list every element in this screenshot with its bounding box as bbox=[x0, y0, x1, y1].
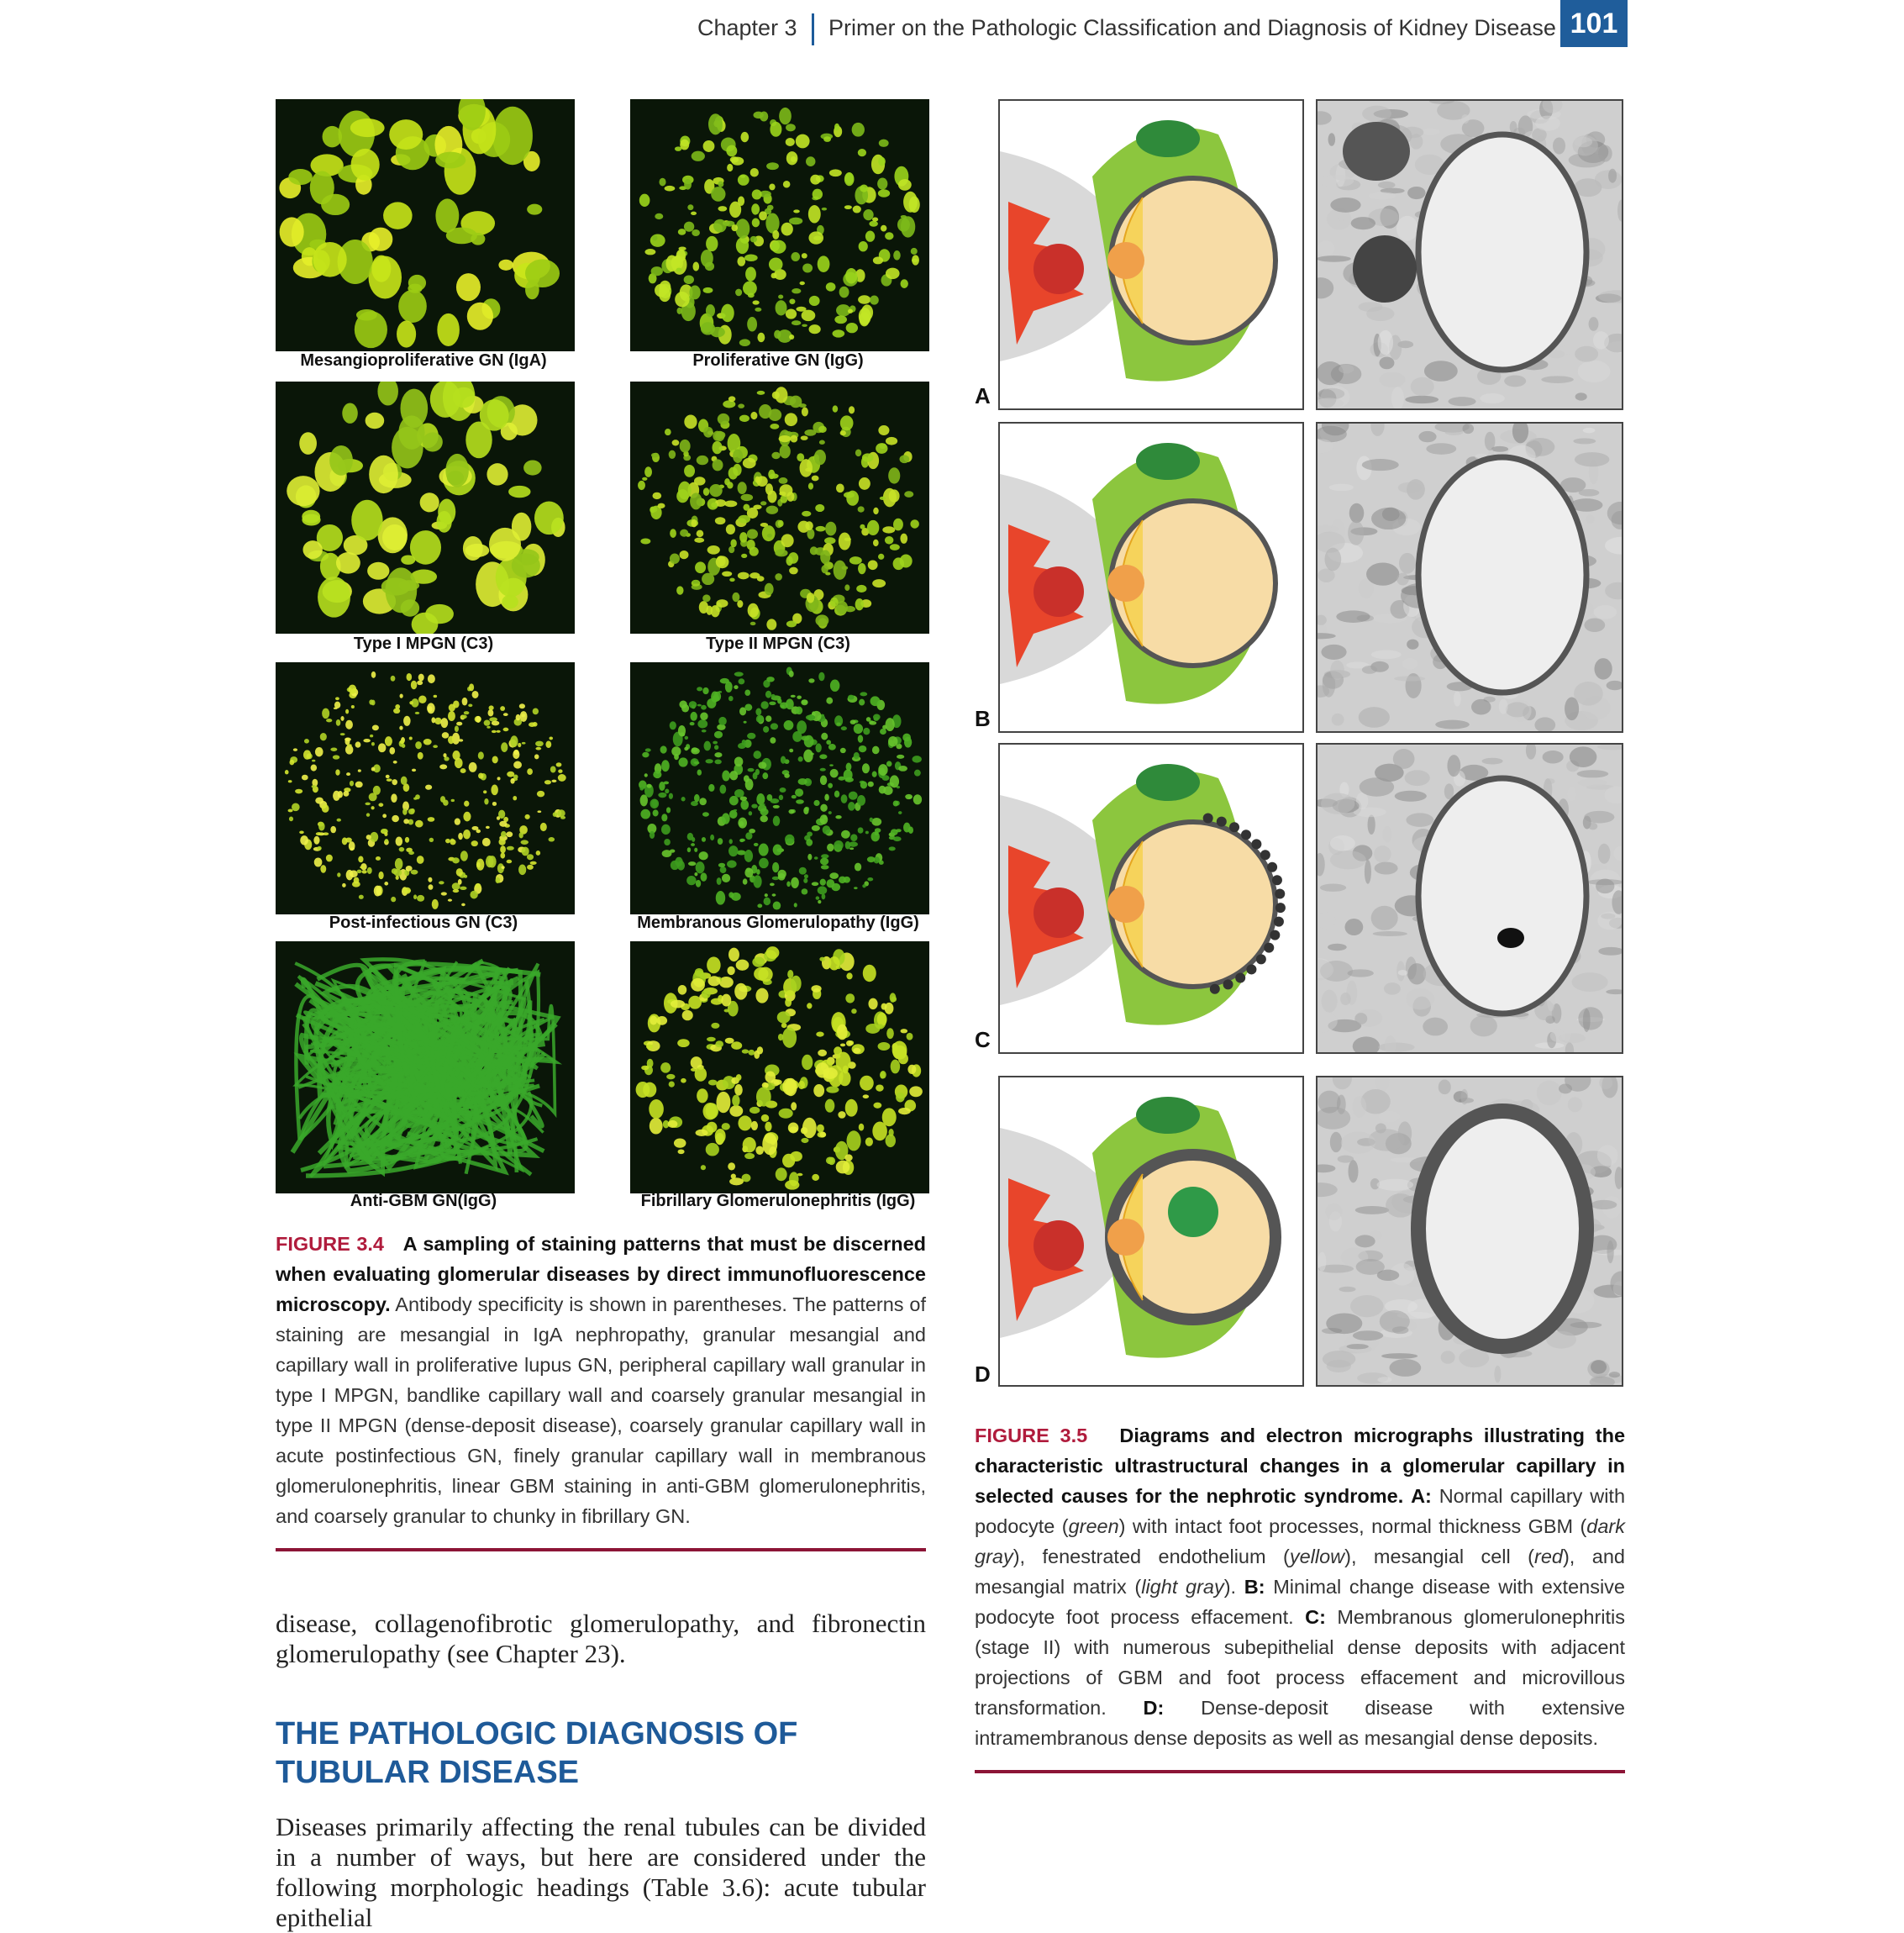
caption-a-green: green bbox=[1068, 1515, 1119, 1537]
diagram-membranous bbox=[998, 743, 1304, 1054]
body-continuation: disease, collagenofibrotic glomerulopathy, and fibronectin glomerulopathy (see Chapter 23). bbox=[276, 1609, 926, 1668]
caption-a-lightgray: light gray bbox=[1141, 1576, 1224, 1598]
caption-a-text: ) with intact foot processes, normal thickness GBM ( bbox=[1118, 1515, 1587, 1537]
diagram-minimal-change bbox=[998, 422, 1304, 733]
caption-d-text: Dense-deposit disease with extensive intramembranous dense deposits as well as mesangial dense deposits. bbox=[975, 1697, 1626, 1749]
panel-label: Mesangioproliferative GN (IgA) bbox=[300, 351, 547, 370]
diagram-dense-deposit bbox=[998, 1076, 1304, 1387]
caption-a-yellow: yellow bbox=[1289, 1546, 1345, 1567]
panel-label: Post-infectious GN (C3) bbox=[329, 914, 518, 932]
figure-3-4-rule bbox=[276, 1548, 926, 1551]
panel-letter-c: C bbox=[975, 1027, 991, 1052]
panel-letter-d: D bbox=[975, 1362, 991, 1387]
chapter-label: Chapter 3 bbox=[697, 15, 797, 40]
panel-label: Fibrillary Glomerulonephritis (IgG) bbox=[640, 1192, 916, 1210]
figure-number: FIGURE 3.5 bbox=[975, 1425, 1088, 1446]
caption-b-text: Minimal change disease with extensive podocyte foot process effacement. bbox=[975, 1576, 1625, 1628]
panel-label: Type I MPGN (C3) bbox=[353, 635, 494, 653]
running-header bbox=[697, 12, 1556, 49]
if-micrograph-mpgn1 bbox=[276, 382, 575, 634]
panel-label: Type II MPGN (C3) bbox=[706, 635, 850, 653]
caption-a-text: ), fenestrated endothelium ( bbox=[1012, 1546, 1290, 1567]
em-membranous bbox=[1316, 743, 1623, 1054]
caption-a-label: A: bbox=[1411, 1485, 1432, 1507]
caption-a-text: ), mesangial cell ( bbox=[1344, 1546, 1535, 1567]
caption-lead: A sampling of staining patterns that must be discerned when evaluating glomerular diseases by direct immunofluorescence microscopy. bbox=[276, 1233, 926, 1315]
caption-d-label: D: bbox=[1143, 1697, 1165, 1719]
em-minimal-change bbox=[1316, 422, 1623, 733]
chapter-title: Primer on the Pathologic Classification and Diagnosis of Kidney Disease bbox=[828, 15, 1556, 40]
figure-number: FIGURE 3.4 bbox=[276, 1233, 384, 1255]
caption-c-label: C: bbox=[1305, 1606, 1326, 1628]
header-divider bbox=[812, 13, 814, 45]
if-micrograph-mpgn2 bbox=[630, 382, 929, 634]
if-micrograph-membranous bbox=[630, 662, 929, 914]
caption-b-label: B: bbox=[1244, 1576, 1265, 1598]
if-micrograph-postinfectious bbox=[276, 662, 575, 914]
caption-a-text: ), and mesangial matrix ( bbox=[975, 1546, 1625, 1598]
section-heading: THE PATHOLOGIC DIAGNOSIS OF TUBULAR DISEASE bbox=[276, 1716, 798, 1790]
panel-label: Anti-GBM GN(IgG) bbox=[350, 1192, 497, 1210]
caption-lead: Diagrams and electron micrographs illustrating the characteristic ultrastructural changes in a glomerular capillary in selected causes for the nephrotic syndrome. bbox=[975, 1425, 1626, 1507]
figure-3-5-rule bbox=[975, 1770, 1625, 1773]
em-normal-capillary bbox=[1316, 99, 1623, 410]
if-micrograph-antigbm bbox=[276, 941, 575, 1193]
panel-label: Membranous Glomerulopathy (IgG) bbox=[637, 914, 919, 932]
caption-a-text: ). bbox=[1223, 1576, 1237, 1598]
caption-a-text: Normal capillary with podocyte ( bbox=[975, 1485, 1626, 1537]
page-number: 101 bbox=[1560, 0, 1628, 47]
caption-a-red: red bbox=[1534, 1546, 1563, 1567]
figure-3-4-caption bbox=[276, 1229, 926, 1531]
panel-letter-b: B bbox=[975, 706, 991, 731]
caption-a-darkgray: dark gray bbox=[975, 1515, 1625, 1567]
panel-label: Proliferative GN (IgG) bbox=[692, 351, 864, 370]
em-dense-deposit bbox=[1316, 1076, 1623, 1387]
caption-c-text: Membranous glomerulonephritis (stage II) with numerous subepithelial dense deposits with adjacent projections of GBM and foot process effacement and microvillous transformation. bbox=[975, 1606, 1625, 1719]
if-micrograph-iga bbox=[276, 99, 575, 351]
diagram-normal-capillary bbox=[998, 99, 1304, 410]
if-micrograph-proliferative bbox=[630, 99, 929, 351]
figure-3-5-caption bbox=[975, 1420, 1625, 1753]
if-micrograph-fibrillary bbox=[630, 941, 929, 1193]
body-paragraph: Diseases primarily affecting the renal tubules can be divided in a number of ways, but here are considered under the following morphologic headings (Table 3.6): acute tubular epithelial bbox=[276, 1812, 926, 1932]
caption-body: Antibody specificity is shown in parentheses. The patterns of staining are mesangial in IgA nephropathy, granular mesangial and capillary wall in proliferative lupus GN, peripheral capillary wall granular in type I MPGN, bandlike capillary wall and coarsely granular mesangial in type II MPGN (dense-deposit disease), coarsely granular capillary wall in acute postinfectious GN, finely granular capillary wall in membranous glomerulonephritis, linear GBM staining in anti-GBM glomerulonephritis, and coarsely granular to chunky in fibrillary GN. bbox=[276, 1293, 927, 1527]
panel-letter-a: A bbox=[975, 383, 991, 408]
